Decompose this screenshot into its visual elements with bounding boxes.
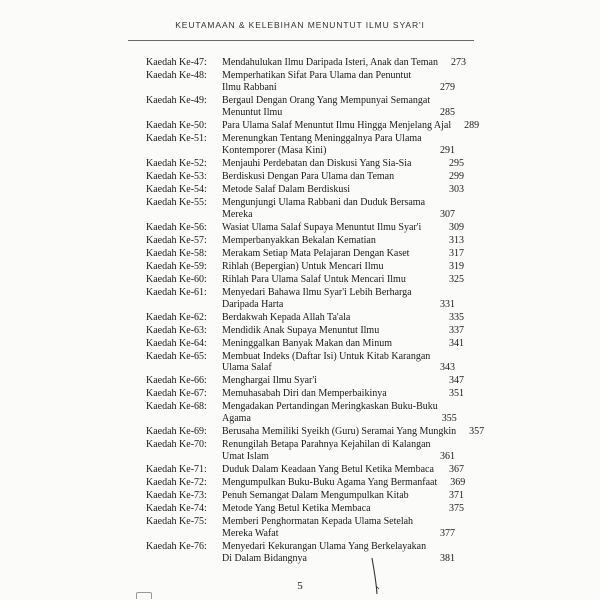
toc-title	[222, 261, 440, 273]
toc-title-line: Berdiskusi Dengan Para Ulama dan Teman	[222, 170, 395, 182]
toc-title-line: Memuhasabah Diri dan Memperbaikinya	[222, 388, 387, 400]
toc-page-number: 375	[449, 503, 464, 515]
toc-page-number: 307	[440, 208, 455, 220]
toc-title-line: Memperbanyakkan Bekalan Kematian	[222, 234, 376, 246]
toc-kaedah-label: Kaedah Ke-56:	[146, 221, 207, 233]
toc-title	[222, 464, 440, 476]
toc-row	[146, 95, 464, 119]
toc-page-number: 367	[449, 464, 464, 476]
toc-page-number: 357	[469, 426, 485, 438]
pen-stroke-mark	[366, 556, 386, 596]
toc-kaedah-label: Kaedah Ke-64:	[146, 337, 207, 349]
toc-title	[222, 477, 441, 489]
toc-title-line: Bergaul Dengan Orang Yang Mempunyai Semangat	[222, 94, 431, 106]
toc-title-line: Mengumpulkan Buku-Buku Agama Yang Bermanfaat	[222, 477, 438, 489]
toc-title	[222, 120, 455, 132]
toc-kaedah-label: Kaedah Ke-55:	[146, 196, 207, 208]
toc-page-number: 355	[441, 413, 457, 425]
toc-page-number: 351	[449, 388, 464, 400]
toc-row	[146, 464, 464, 476]
toc-title-line: Meninggalkan Banyak Makan dan Minum	[222, 337, 392, 349]
toc-page-number: 343	[440, 362, 455, 374]
toc-page-number: 381	[440, 553, 455, 565]
toc-title	[222, 490, 440, 502]
toc-page-number: 273	[451, 57, 466, 68]
toc-row	[146, 338, 464, 350]
toc-kaedah-label: Kaedah Ke-75:	[146, 516, 207, 528]
toc-title-line: Para Ulama Salaf Menuntut Ilmu Hingga Menjelang Ajal	[222, 119, 452, 131]
toc-title-line: Mendahulukan Ilmu Daripada Isteri, Anak dan Teman	[222, 57, 438, 68]
toc-row	[146, 439, 464, 463]
toc-title	[222, 235, 440, 247]
toc-page-number: 295	[449, 157, 464, 169]
toc-title-line: Daripada Harta	[222, 298, 284, 310]
toc-kaedah-label: Kaedah Ke-66:	[146, 375, 207, 387]
toc-kaedah-label: Kaedah Ke-51:	[146, 132, 207, 144]
toc-title	[222, 325, 440, 337]
toc-page-number: 347	[449, 375, 464, 387]
toc-title	[222, 312, 440, 324]
toc-title-line: Mendidik Anak Supaya Menuntut Ilmu	[222, 324, 380, 336]
toc-title	[222, 439, 440, 463]
toc-kaedah-label: Kaedah Ke-71:	[146, 464, 207, 476]
toc-row	[146, 287, 464, 311]
toc-kaedah-label: Kaedah Ke-52:	[146, 157, 207, 169]
toc-row	[146, 119, 480, 132]
toc-title-line: Kontemporer (Masa Kini)	[222, 144, 327, 156]
toc-kaedah-label: Kaedah Ke-53:	[146, 170, 207, 182]
toc-page-number: 291	[440, 144, 455, 156]
toc-kaedah-label: Kaedah Ke-60:	[146, 273, 207, 285]
toc-title-line: Rihlah (Bepergian) Untuk Mencari Ilmu	[222, 260, 384, 272]
toc-title	[222, 70, 440, 94]
toc-title	[222, 95, 440, 119]
toc-row	[146, 375, 464, 387]
toc-row	[146, 490, 464, 502]
toc-title	[222, 426, 460, 438]
toc-kaedah-label: Kaedah Ke-54:	[146, 183, 207, 195]
toc-title-line: Memperhatikan Sifat Para Ulama dan Penuntut	[222, 70, 412, 81]
toc-title	[222, 171, 440, 183]
toc-kaedah-label: Kaedah Ke-57:	[146, 234, 207, 246]
toc-kaedah-label: Kaedah Ke-50:	[146, 119, 207, 131]
toc-kaedah-label: Kaedah Ke-72:	[146, 477, 207, 489]
toc-page-number: 377	[440, 528, 455, 540]
toc-row	[146, 426, 485, 438]
toc-title	[222, 197, 440, 221]
toc-row	[146, 325, 464, 337]
toc-kaedah-label: Kaedah Ke-69:	[146, 426, 207, 438]
toc-title-line: Di Dalam Bidangnya	[222, 553, 307, 565]
toc-title	[222, 388, 440, 400]
toc-title-line: Umat Islam	[222, 451, 269, 463]
toc-page-number: 309	[449, 221, 464, 233]
toc-title-line: Menghargai Ilmu Syar'i	[222, 375, 317, 387]
toc-row	[146, 351, 464, 375]
page-number: 5	[297, 580, 303, 592]
toc-title-line: Metode Salaf Dalam Berdiskusi	[222, 183, 351, 195]
toc-title	[222, 541, 440, 565]
toc-row	[146, 158, 464, 170]
toc-title-line: Menuntut Ilmu	[222, 106, 283, 118]
toc-page-number: 303	[449, 183, 464, 195]
toc-row	[146, 197, 464, 221]
toc-page-number: 361	[440, 451, 455, 463]
toc-title	[222, 248, 440, 260]
toc-title-line: Ulama Salaf	[222, 362, 272, 374]
toc-page-number: 279	[440, 81, 455, 93]
toc-title-line: Menjauhi Perdebatan dan Diskusi Yang Sia-Sia	[222, 157, 412, 169]
toc-row	[146, 274, 464, 286]
toc-page-number: 337	[449, 324, 464, 336]
toc-title-line: Merenungkan Tentang Meninggalnya Para Ulama	[222, 132, 422, 144]
toc-row	[146, 184, 464, 196]
toc-title	[222, 401, 442, 425]
toc-row	[146, 516, 464, 540]
toc-kaedah-label: Kaedah Ke-65:	[146, 350, 207, 362]
toc-title	[222, 274, 440, 286]
table-of-contents	[146, 57, 485, 566]
toc-title-line: Rihlah Para Ulama Salaf Untuk Mencari Ilmu	[222, 273, 406, 285]
toc-title-line: Mereka	[222, 208, 253, 220]
toc-page-number: 299	[449, 170, 464, 182]
toc-title-line: Merakam Setiap Mata Pelajaran Dengan Kaset	[222, 247, 410, 259]
toc-title	[222, 287, 440, 311]
toc-kaedah-label: Kaedah Ke-47:	[146, 57, 207, 68]
toc-title	[222, 375, 440, 387]
toc-title	[222, 184, 440, 196]
toc-title-line: Berusaha Memiliki Syeikh (Guru) Seramai Yang Mungkin	[222, 426, 457, 438]
toc-title-line: Wasiat Ulama Salaf Supaya Menuntut Ilmu Syar'i	[222, 221, 422, 233]
toc-page-number: 313	[449, 234, 464, 246]
toc-page-number: 341	[449, 337, 464, 349]
toc-row	[146, 401, 464, 425]
toc-title-line: Menyedari Bahawa Ilmu Syar'i Lebih Berharga	[222, 286, 412, 298]
toc-row	[146, 222, 464, 234]
toc-title-line: Penuh Semangat Dalam Mengumpulkan Kitab	[222, 490, 409, 502]
toc-row	[146, 312, 464, 324]
toc-kaedah-label: Kaedah Ke-67:	[146, 388, 207, 400]
toc-page-number: 319	[449, 260, 464, 272]
toc-title-line: Membuat Indeks (Daftar Isi) Untuk Kitab Karangan	[222, 350, 431, 362]
toc-page-number: 317	[449, 247, 464, 259]
toc-row	[146, 133, 464, 157]
toc-title-line: Mereka Wafat	[222, 528, 279, 540]
toc-row	[146, 261, 464, 273]
toc-page-number: 325	[449, 273, 464, 285]
toc-kaedah-label: Kaedah Ke-74:	[146, 503, 207, 515]
toc-row	[146, 503, 464, 515]
toc-title-line: Mengadakan Pertandingan Meringkaskan Buku-Buku	[222, 401, 438, 413]
toc-title-line: Menyedari Kekurangan Ulama Yang Berkelayakan	[222, 541, 427, 553]
toc-row	[146, 541, 464, 565]
header-rule	[128, 40, 474, 41]
toc-row	[146, 388, 464, 400]
toc-kaedah-label: Kaedah Ke-70:	[146, 439, 207, 451]
toc-kaedah-label: Kaedah Ke-59:	[146, 260, 207, 272]
toc-title-line: Mengunjungi Ulama Rabbani dan Duduk Bersama	[222, 196, 426, 208]
toc-title	[222, 516, 440, 540]
toc-page-number: 371	[449, 490, 464, 502]
toc-title	[222, 57, 442, 69]
toc-title-line: Ilmu Rabbani	[222, 81, 277, 93]
toc-title-line: Duduk Dalam Keadaan Yang Betul Ketika Membaca	[222, 464, 434, 476]
toc-title	[222, 158, 440, 170]
toc-title-line: Memberi Penghormatan Kepada Ulama Setelah	[222, 516, 414, 528]
toc-kaedah-label: Kaedah Ke-48:	[146, 70, 207, 81]
toc-title-line: Renungilah Betapa Parahnya Kejahilan di Kalangan	[222, 439, 431, 451]
toc-row	[146, 477, 464, 489]
toc-title	[222, 351, 440, 375]
toc-kaedah-label: Kaedah Ke-76:	[146, 541, 207, 553]
toc-title	[222, 133, 440, 157]
toc-title	[222, 338, 440, 350]
toc-kaedah-label: Kaedah Ke-73:	[146, 490, 207, 502]
toc-title-line: Metode Yang Betul Ketika Membaca	[222, 503, 371, 515]
toc-title-line: Berdakwah Kepada Allah Ta'ala	[222, 311, 351, 323]
toc-kaedah-label: Kaedah Ke-62:	[146, 311, 207, 323]
toc-row	[146, 57, 464, 69]
toc-kaedah-label: Kaedah Ke-68:	[146, 401, 207, 413]
toc-page-number: 335	[449, 311, 464, 323]
toc-row	[146, 171, 464, 183]
toc-kaedah-label: Kaedah Ke-63:	[146, 324, 207, 336]
toc-title	[222, 222, 440, 234]
toc-row	[146, 235, 464, 247]
toc-page-number: 331	[440, 298, 455, 310]
toc-title	[222, 503, 440, 515]
toc-kaedah-label: Kaedah Ke-61:	[146, 286, 207, 298]
toc-page-number: 289	[464, 119, 480, 131]
toc-page-number: 369	[450, 477, 466, 489]
toc-title-line: Agama	[222, 413, 251, 425]
toc-page-number: 285	[440, 106, 455, 118]
running-header: KEUTAMAAN & KELEBIHAN MENUNTUT ILMU SYAR'I	[175, 20, 425, 30]
toc-kaedah-label: Kaedah Ke-49:	[146, 94, 207, 106]
toc-row	[146, 248, 464, 260]
scan-edge-mark	[136, 592, 152, 599]
toc-row	[146, 70, 464, 94]
toc-kaedah-label: Kaedah Ke-58:	[146, 247, 207, 259]
